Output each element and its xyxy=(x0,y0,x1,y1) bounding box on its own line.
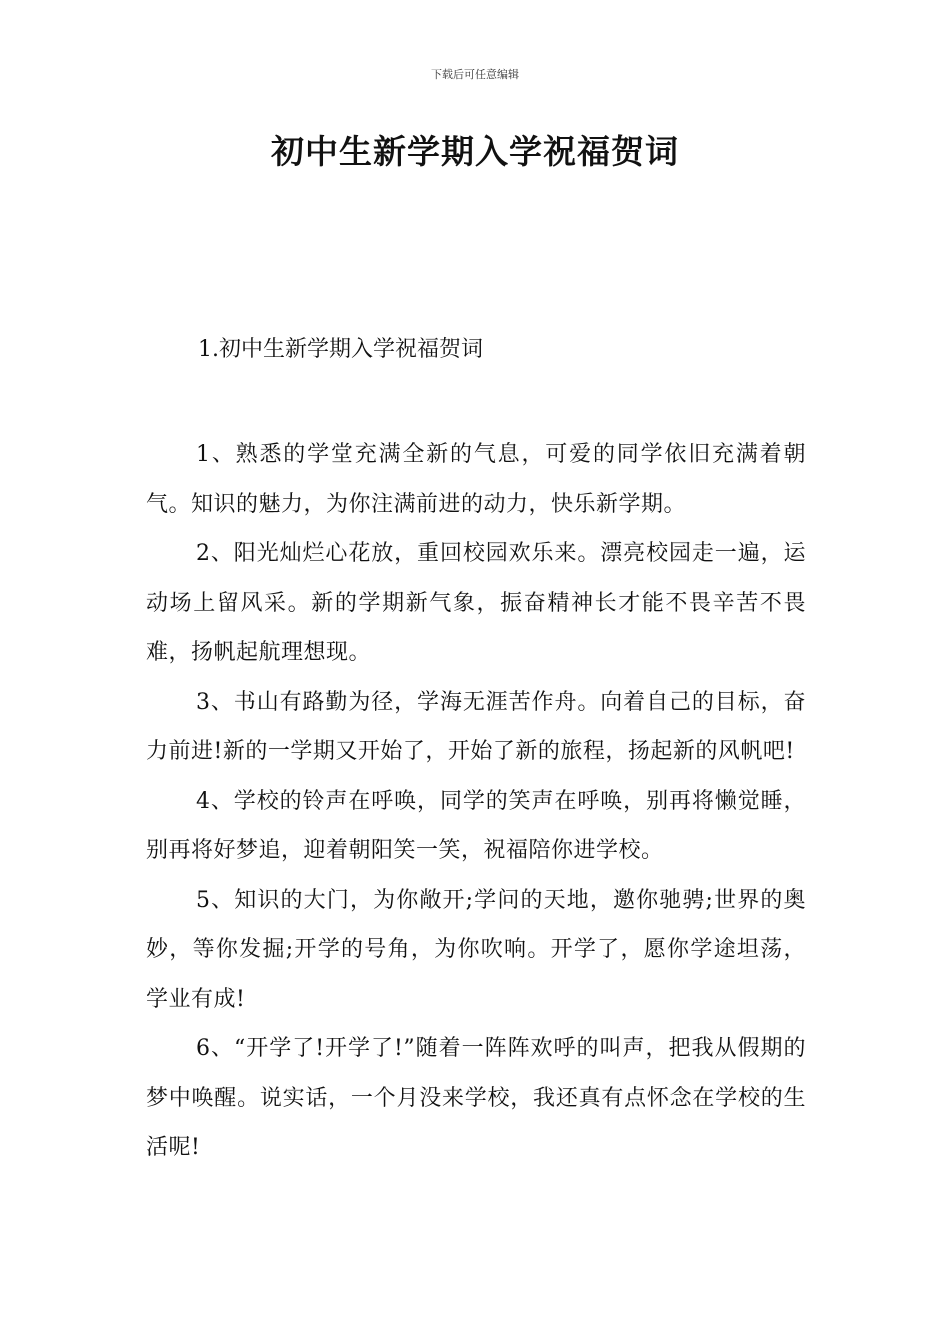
paragraph-5: 5、知识的大门，为你敞开;学问的天地，邀你驰骋;世界的奥妙，等你发掘;开学的号角，为你吹响。开学了，愿你学途坦荡，学业有成! xyxy=(146,887,806,1012)
paragraph-6: 6、“开学了!开学了!”随着一阵阵欢呼的叫声，把我从假期的梦中唤醒。说实话，一个月没来学校，我还真有点怀念在学校的生活呢! xyxy=(146,1036,806,1160)
paragraph-1: 1、熟悉的学堂充满全新的气息，可爱的同学依旧充满着朝气。知识的魅力，为你注满前进的动力，快乐新学期。 xyxy=(146,442,806,517)
header-note: 下载后可任意编辑 xyxy=(431,68,519,81)
paragraph-4: 4、学校的铃声在呼唤，同学的笑声在呼唤，别再将懒觉睡，别再将好梦追，迎着朝阳笑一笑，祝福陪你进学校。 xyxy=(146,788,806,863)
section-heading: 1.初中生新学期入学祝福贺词 xyxy=(198,337,483,362)
paragraph-3: 3、书山有路勤为径，学海无涯苦作舟。向着自己的目标，奋力前进!新的一学期又开始了，开始了新的旅程，扬起新的风帆吧! xyxy=(146,689,806,764)
document-body xyxy=(146,330,806,1173)
document-title: 初中生新学期入学祝福贺词 xyxy=(271,132,679,171)
paragraph-2: 2、阳光灿烂心花放，重回校园欢乐来。漂亮校园走一遍，运动场上留风采。新的学期新气象，振奋精神长才能不畏辛苦不畏难，扬帆起航理想现。 xyxy=(146,541,806,665)
